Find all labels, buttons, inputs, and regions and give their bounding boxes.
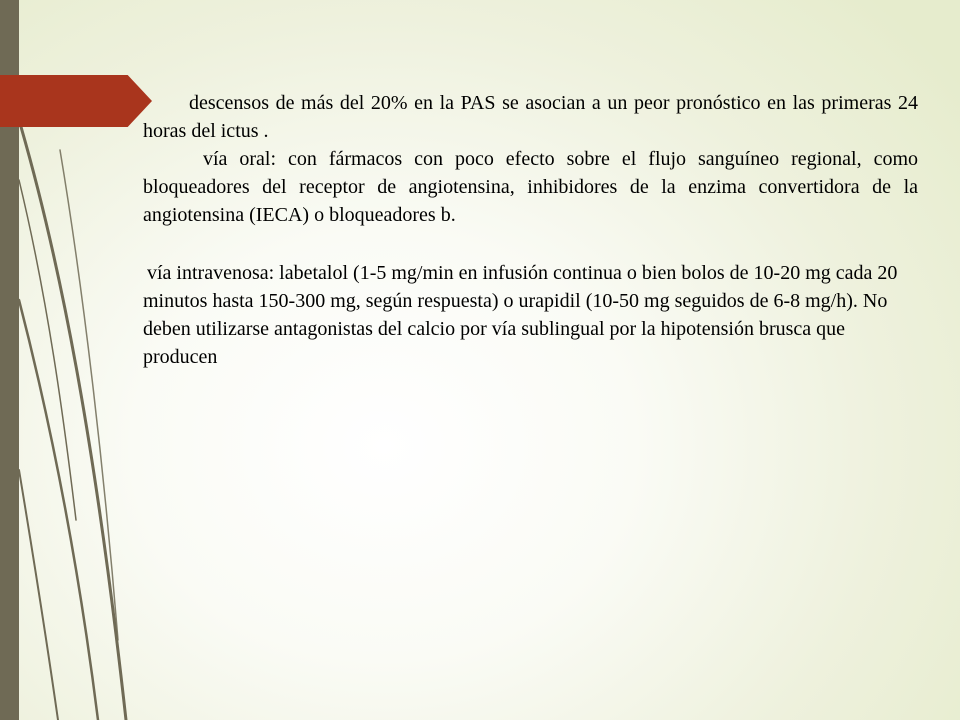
decor-stroke-2 (19, 300, 98, 720)
slide-text-body (143, 89, 918, 371)
paragraph-via-oral: vía oral: con fármacos con poco efecto sobre el flujo sanguíneo regional, como bloqueadores del receptor de angiotensina, inhibidores de la enzima convertidora de la angiotensina (IECA) o bloqueadores b. (143, 148, 918, 226)
paragraph-pas-descensos: descensos de más del 20% en la PAS se asocian a un peor pronóstico en las primeras 24 horas del ictus . (143, 92, 918, 142)
decor-stroke-5 (60, 150, 118, 640)
paragraph-via-intravenosa: vía intravenosa: labetalol (1-5 mg/min en infusión continua o bien bolos de 10-20 mg cada 20 minutos hasta 150-300 mg, según respuesta) o urapidil (10-50 mg seguidos de 6-8 mg/h). No deben utilizarse antagonistas del calcio por vía sublingual por la hipotensión brusca que producen (143, 262, 898, 368)
decor-stroke-1 (19, 120, 126, 720)
decor-stroke-3 (19, 470, 58, 720)
accent-arrow-tab (0, 75, 152, 127)
decor-stroke-4 (19, 180, 76, 520)
